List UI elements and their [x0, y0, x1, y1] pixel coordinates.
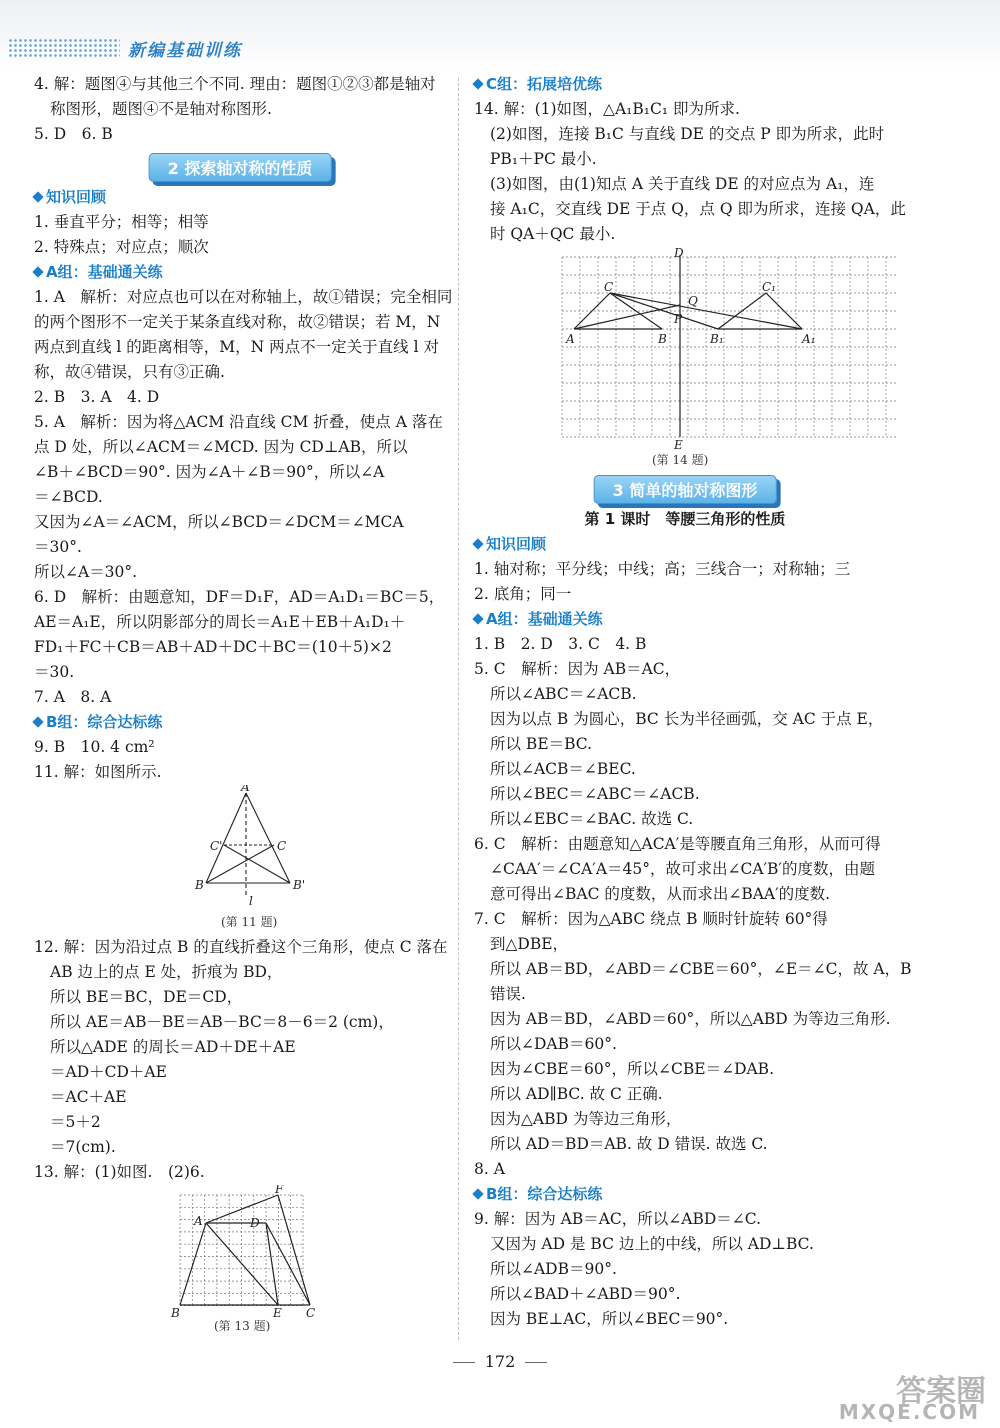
answer-line: 所以∠DAB＝60°.	[490, 1035, 617, 1053]
answer-line: 点 D 处，所以∠ACM＝∠MCD. 因为 CD⊥AB，所以	[34, 438, 408, 456]
subsection-heading	[474, 1182, 896, 1207]
page-number	[0, 1352, 1000, 1371]
answer-line: 所以∠BAD＋∠ABD＝90°.	[490, 1285, 681, 1303]
answer-line: 6. D 解析：由题意知，DF＝D₁F，AD＝A₁D₁＝BC＝5，	[34, 588, 445, 606]
answer-line: ＝AD＋CD＋AE	[50, 1063, 167, 1081]
answer-line: 因为∠CBE＝60°，所以∠CBE＝∠DAB.	[490, 1060, 775, 1078]
subsection-heading	[474, 532, 896, 557]
answer-line: ＝7(cm).	[50, 1138, 116, 1156]
fig14-label: B	[658, 332, 667, 346]
heading-text: C组：拓展培优练	[486, 75, 603, 93]
fig14-label: A	[566, 332, 575, 346]
figure-13-diagram	[34, 1185, 446, 1319]
answer-line: 13. 解：(1)如图. (2)6.	[34, 1163, 205, 1181]
banner-title: 3 简单的轴对称图形	[594, 475, 777, 504]
answer-line: 所以 AE＝AB－BE＝AB－BC＝8－6＝2 (cm)，	[50, 1013, 394, 1031]
heading-text: 知识回顾	[46, 188, 107, 206]
answer-line: 称，故④错误，只有③正确.	[34, 363, 225, 381]
header-dot-pattern	[8, 38, 120, 58]
answer-line: 因为△ABD 为等边三角形，	[490, 1110, 682, 1128]
answer-line: 8. A	[474, 1160, 505, 1178]
answer-line: 的两个图形不一定关于某条直线对称，故②错误；若 M，N	[34, 313, 441, 331]
answer-line: 所以 BE＝BC.	[490, 735, 593, 753]
banner-title: 2 探索轴对称的性质	[149, 153, 332, 182]
answer-line: 2. 底角；同一	[474, 585, 572, 603]
answer-line: AE＝A₁E，所以阴影部分的周长＝A₁E＋EB＋A₁D₁＋	[34, 613, 406, 631]
answer-line: 5. C 解析：因为 AB＝AC，	[474, 660, 681, 678]
figure-14-diagram	[474, 247, 896, 451]
answer-line: 2. 特殊点；对应点；顺次	[34, 238, 209, 256]
answer-line: 5. A 解析：因为将△ACM 沿直线 CM 折叠，使点 A 落在	[34, 413, 443, 431]
fig11-label: B	[195, 878, 204, 892]
answer-line: (3)如图，由(1)知点 A 关于直线 DE 的对应点为 A₁，连	[490, 175, 875, 193]
answer-line: PB₁＋PC 最小.	[490, 150, 597, 168]
left-column	[34, 72, 453, 1335]
figure-caption: (第 13 题)	[214, 1319, 271, 1333]
answer-line: 所以∠EBC＝∠BAC. 故选 C.	[490, 810, 694, 828]
fig11-label: A	[241, 785, 250, 794]
figure-caption: (第 14 题)	[652, 453, 709, 467]
answer-line: ∠CAA′＝∠CA′A＝45°，故可求出∠CA′B′的度数，由题	[490, 860, 875, 878]
page-header	[0, 0, 1000, 70]
answer-line: 所以△ADE 的周长＝AD＋DE＋AE	[50, 1038, 296, 1056]
answer-line: 两点到直线 l 的距离相等，M，N 两点不一定关于直线 l 对	[34, 338, 439, 356]
answer-line: 所以∠A＝30°.	[34, 563, 138, 581]
answer-line: AB 边上的点 E 处，折痕为 BD，	[50, 963, 283, 981]
answer-line: 1. B 2. D 3. C 4. B	[474, 635, 647, 653]
heading-text: 知识回顾	[486, 535, 547, 553]
answer-line: 因为 AB＝BD，∠ABD＝60°，所以△ABD 为等边三角形.	[490, 1010, 891, 1028]
heading-text: A组：基础通关练	[46, 263, 163, 281]
answer-line: 1. 垂直平分；相等；相等	[34, 213, 209, 231]
lesson-title: 第 1 课时 等腰三角形的性质	[584, 510, 786, 528]
diamond-icon	[472, 613, 483, 624]
answer-line: 9. 解：因为 AB＝AC，所以∠ABD＝∠C.	[474, 1210, 762, 1228]
column-divider	[458, 78, 459, 1340]
fig14-label: E	[674, 438, 683, 451]
answer-line: 意可得出∠BAC 的度数，从而求出∠BAA′的度数.	[490, 885, 831, 903]
answer-line: ＝30°.	[34, 538, 82, 556]
fig14-label: P	[674, 312, 683, 326]
answer-line: 所以 AD∥BC. 故 C 正确.	[490, 1085, 663, 1103]
figure-caption: (第 11 题)	[221, 915, 278, 929]
figure-14	[474, 247, 896, 469]
answer-line: 所以∠ACB＝∠BEC.	[490, 760, 636, 778]
series-title: 新编基础训练	[128, 41, 242, 61]
answer-line: 到△DBE，	[490, 935, 569, 953]
watermark-url: MXQE.COM	[838, 1400, 980, 1424]
fig14-label: Q	[688, 294, 698, 308]
answer-line: ＝30.	[34, 663, 75, 681]
answer-line: ＝∠BCD.	[34, 488, 103, 506]
diamond-icon	[472, 538, 483, 549]
answer-line: ＝AC＋AE	[50, 1088, 127, 1106]
answer-line: 5. D 6. B	[34, 125, 113, 143]
fig14-label: C₁	[762, 280, 776, 294]
answer-line: 错误.	[490, 985, 526, 1003]
answer-line: 又因为∠A＝∠ACM，所以∠BCD＝∠DCM＝∠MCA	[34, 513, 404, 531]
answer-line: 接 A₁C，交直线 DE 于点 Q，点 Q 即为所求，连接 QA，此	[490, 200, 906, 218]
answer-line: 称图形，题图④不是轴对称图形.	[50, 100, 272, 118]
answer-line: 9. B 10. 4 cm²	[34, 738, 155, 756]
fig11-label: l	[249, 894, 253, 908]
answer-line: 时 QA＋QC 最小.	[490, 225, 616, 243]
fig13-label: B	[171, 1306, 180, 1319]
answer-line: 所以 AB＝BD，∠ABD＝∠CBE＝60°，∠E＝∠C，故 A，B	[490, 960, 912, 978]
fig13-label: C	[306, 1306, 316, 1319]
answer-line: 6. C 解析：由题意知△ACA′是等腰直角三角形，从而可得	[474, 835, 881, 853]
answer-line: 所以∠ABC＝∠ACB.	[490, 685, 637, 703]
subsection-heading	[474, 607, 896, 632]
answer-line: 11. 解：如图所示.	[34, 763, 162, 781]
subsection-heading	[34, 260, 446, 285]
answer-line: 12. 解：因为沿过点 B 的直线折叠这个三角形，使点 C 落在	[34, 938, 448, 956]
figure-11	[34, 785, 446, 935]
right-column	[474, 72, 912, 1332]
subsection-heading	[34, 710, 446, 735]
watermark-logo: 答案圈	[896, 1374, 986, 1409]
subsection-heading	[474, 72, 896, 97]
diamond-icon	[32, 266, 43, 277]
answer-line: 14. 解：(1)如图，△A₁B₁C₁ 即为所求.	[474, 100, 740, 118]
heading-text: A组：基础通关练	[486, 610, 603, 628]
figure-13	[34, 1185, 446, 1335]
answer-line: 所以 BE＝BC，DE＝CD，	[50, 988, 243, 1006]
fig13-label: A	[194, 1214, 203, 1228]
answer-line: 7. C 解析：因为△ABC 绕点 B 顺时针旋转 60°得	[474, 910, 828, 928]
page-number-text: 172	[484, 1352, 516, 1371]
answer-line: 所以∠BEC＝∠ABC＝∠ACB.	[490, 785, 700, 803]
fig11-label: B'	[293, 878, 306, 892]
heading-text: B组：综合达标练	[46, 713, 163, 731]
fig14-label: C	[604, 280, 614, 294]
answer-line: ∠B＋∠BCD＝90°. 因为∠A＋∠B＝90°，所以∠A	[34, 463, 385, 481]
answer-line: 所以 AD＝BD＝AB. 故 D 错误. 故选 C.	[490, 1135, 768, 1153]
figure-11-diagram	[34, 785, 446, 917]
section-banner	[474, 469, 896, 507]
fig13-label: E	[273, 1306, 282, 1319]
diamond-icon	[472, 1188, 483, 1199]
fig13-label: D	[250, 1216, 260, 1230]
answer-line: (2)如图，连接 B₁C 与直线 DE 的交点 P 即为所求，此时	[490, 125, 885, 143]
answer-line: 1. A 解析：对应点也可以在对称轴上，故①错误；完全相同	[34, 288, 453, 306]
answer-line: 因为以点 B 为圆心，BC 长为半径画弧，交 AC 于点 E，	[490, 710, 884, 728]
diamond-icon	[32, 191, 43, 202]
diamond-icon	[32, 716, 43, 727]
section-banner	[34, 147, 446, 185]
answer-line: 4. 解：题图④与其他三个不同. 理由：题图①②③都是轴对	[34, 75, 436, 93]
answer-line: 又因为 AD 是 BC 边上的中线，所以 AD⊥BC.	[490, 1235, 814, 1253]
answer-line: 7. A 8. A	[34, 688, 112, 706]
fig14-label: B₁	[710, 332, 724, 346]
fig14-label: D	[674, 247, 684, 260]
fig13-label: F	[275, 1185, 284, 1196]
answer-line: 2. B 3. A 4. D	[34, 388, 160, 406]
answer-line: ＝5＋2	[50, 1113, 101, 1131]
answer-line: 因为 BE⊥AC，所以∠BEC＝90°.	[490, 1310, 729, 1328]
fig11-label: C	[277, 839, 287, 853]
fig11-label: C'	[210, 839, 223, 853]
diamond-icon	[472, 78, 483, 89]
heading-text: B组：综合达标练	[486, 1185, 603, 1203]
answer-line: FD₁＋FC＋CB＝AB＋AD＋DC＋BC＝(10＋5)×2	[34, 638, 392, 656]
subsection-heading	[34, 185, 446, 210]
answer-line: 所以∠ADB＝90°.	[490, 1260, 617, 1278]
answer-line: 1. 轴对称；平分线；中线；高；三线合一；对称轴；三	[474, 560, 851, 578]
fig14-label: A₁	[802, 332, 816, 346]
